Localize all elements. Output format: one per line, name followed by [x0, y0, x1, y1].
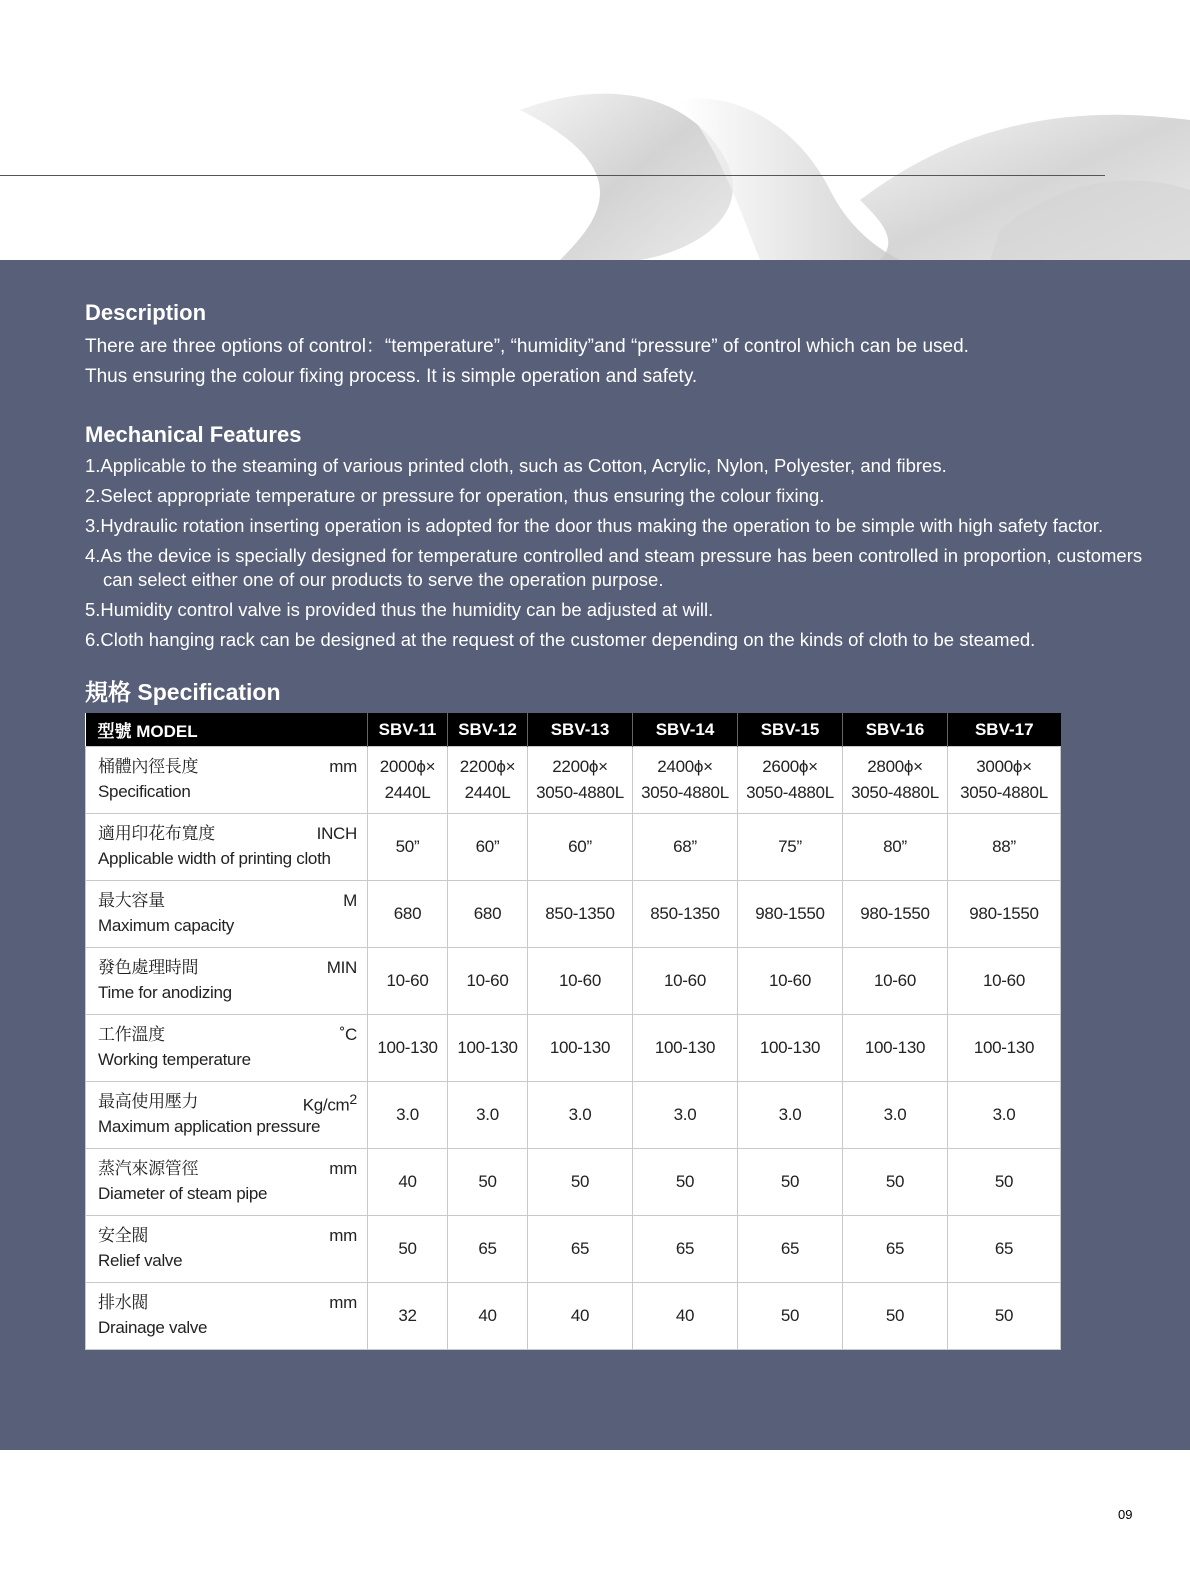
table-cell: 100-130: [948, 1015, 1061, 1082]
table-cell: 980-1550: [843, 881, 948, 948]
row-label-zh: 最大容量: [98, 891, 165, 910]
table-cell: 50: [843, 1149, 948, 1216]
table-cell-line: 2200ϕ×: [552, 757, 608, 776]
page-number: 09: [1118, 1507, 1133, 1522]
row-label: [86, 948, 368, 1015]
table-cell: 100-130: [368, 1015, 448, 1082]
table-cell-line: 3050-4880L: [960, 783, 1048, 802]
table-cell: [633, 747, 738, 814]
spec-header-row: [86, 713, 1061, 747]
table-cell-line: 3050-4880L: [536, 783, 624, 802]
table-cell: 3.0: [948, 1082, 1061, 1149]
row-label-en: Relief valve: [98, 1251, 183, 1270]
table-cell: 65: [448, 1216, 528, 1283]
table-cell: 980-1550: [948, 881, 1061, 948]
row-label-zh: 適用印花布寬度: [98, 824, 215, 843]
row-label-en: Maximum application pressure: [98, 1117, 321, 1136]
table-cell: 3.0: [738, 1082, 843, 1149]
table-cell-line: 2800ϕ×: [867, 757, 923, 776]
table-cell: 88”: [948, 814, 1061, 881]
table-cell-line: 3050-4880L: [641, 783, 729, 802]
row-label: [86, 1149, 368, 1216]
table-cell: 100-130: [448, 1015, 528, 1082]
model-header-cell: SBV-13: [528, 713, 633, 747]
row-label: [86, 1283, 368, 1350]
row-unit: mm: [329, 1159, 357, 1178]
table-cell: 50: [948, 1283, 1061, 1350]
spec-body: [86, 747, 1061, 1350]
table-row: [86, 747, 1061, 814]
features-heading: Mechanical Features: [85, 422, 302, 447]
row-unit: mm: [329, 757, 357, 776]
table-cell: 50: [843, 1283, 948, 1350]
table-cell: 65: [843, 1216, 948, 1283]
unit-superscript: 2: [349, 1092, 357, 1108]
main-content: [85, 300, 1145, 1350]
table-cell: 3.0: [633, 1082, 738, 1149]
table-row: [86, 1015, 1061, 1082]
table-cell: 3.0: [528, 1082, 633, 1149]
table-cell: [738, 747, 843, 814]
table-cell-line: 3050-4880L: [746, 783, 834, 802]
row-label: [86, 881, 368, 948]
feature-item-5: 5.Humidity control valve is provided thus the humidity can be adjusted at will.: [85, 599, 714, 620]
row-label-en: Drainage valve: [98, 1318, 208, 1337]
row-unit: MIN: [326, 958, 357, 977]
table-cell-line: 2200ϕ×: [459, 757, 516, 776]
table-cell: 3.0: [448, 1082, 528, 1149]
row-label-zh: 工作溫度: [98, 1025, 165, 1044]
table-row: [86, 1216, 1061, 1283]
table-cell: 50: [738, 1283, 843, 1350]
table-cell-line: 2600ϕ×: [762, 757, 818, 776]
row-label-en: Diameter of steam pipe: [98, 1184, 268, 1203]
table-cell: 10-60: [738, 948, 843, 1015]
table-cell: 65: [738, 1216, 843, 1283]
table-cell: 850-1350: [528, 881, 633, 948]
model-header-cell: SBV-11: [368, 713, 448, 747]
table-cell: 10-60: [633, 948, 738, 1015]
table-cell: 50: [368, 1216, 448, 1283]
table-cell: 68”: [633, 814, 738, 881]
row-unit: $Kg/cm^2$: [302, 1092, 357, 1115]
table-cell-line: 2000ϕ×: [379, 757, 436, 776]
table-cell-line: 3000ϕ×: [976, 757, 1032, 776]
table-row: [86, 1283, 1061, 1350]
table-row: [86, 881, 1061, 948]
table-cell: 10-60: [843, 948, 948, 1015]
table-cell: 60”: [528, 814, 633, 881]
row-label-zh: 安全閥: [98, 1226, 149, 1245]
model-header: 型號 MODEL: [86, 713, 368, 747]
row-label-en: Maximum capacity: [98, 916, 234, 935]
table-cell: [528, 747, 633, 814]
table-cell: 100-130: [528, 1015, 633, 1082]
table-cell-line: 2440L: [464, 783, 511, 802]
row-label-zh: 蒸汽來源管徑: [98, 1159, 199, 1178]
row-unit: INCH: [316, 824, 357, 843]
table-cell: 40: [528, 1283, 633, 1350]
decorative-fabric-image: [0, 0, 1190, 260]
row-unit: M: [343, 891, 357, 910]
row-label-zh: 桶體內徑長度: [98, 757, 199, 776]
row-label: [86, 1216, 368, 1283]
feature-item-2: 2.Select appropriate temperature or pressure for operation, thus ensuring the colour fixing.: [85, 485, 825, 506]
table-cell: 40: [368, 1149, 448, 1216]
row-label: [86, 814, 368, 881]
feature-item-3: 3.Hydraulic rotation inserting operation is adopted for the door thus making the operation to be simple with high safety factor.: [85, 515, 1104, 536]
row-label: [86, 747, 368, 814]
table-cell: 100-130: [633, 1015, 738, 1082]
row-label: [86, 1082, 368, 1149]
model-header-cell: SBV-17: [948, 713, 1061, 747]
features-list: [85, 454, 1145, 652]
table-cell: 80”: [843, 814, 948, 881]
table-cell: 3.0: [368, 1082, 448, 1149]
table-cell-line: 2440L: [384, 783, 431, 802]
table-cell: 50: [633, 1149, 738, 1216]
table-cell: 50: [448, 1149, 528, 1216]
row-unit: ˚C: [339, 1025, 357, 1044]
table-cell: 50: [948, 1149, 1061, 1216]
table-cell: 65: [528, 1216, 633, 1283]
table-cell: [948, 747, 1061, 814]
row-label-zh: 發色處理時間: [98, 958, 199, 977]
description-line-1: There are three options of control：“temperature”, “humidity”and “pressure” of control which can be used.: [85, 336, 969, 357]
table-row: [86, 814, 1061, 881]
table-cell: 3.0: [843, 1082, 948, 1149]
table-cell: 60”: [448, 814, 528, 881]
table-row: [86, 1082, 1061, 1149]
row-label: [86, 1015, 368, 1082]
table-cell: 680: [448, 881, 528, 948]
row-label-en: Specification: [98, 782, 191, 801]
table-cell: 40: [633, 1283, 738, 1350]
row-unit: mm: [329, 1226, 357, 1245]
feature-item-1: 1.Applicable to the steaming of various printed cloth, such as Cotton, Acrylic, Nylon, Polyester, and fibres.: [85, 455, 947, 476]
table-cell: 65: [633, 1216, 738, 1283]
table-cell: 10-60: [528, 948, 633, 1015]
table-cell: 75”: [738, 814, 843, 881]
table-cell-line: 2400ϕ×: [657, 757, 713, 776]
table-cell: 10-60: [948, 948, 1061, 1015]
row-label-en: Time for anodizing: [98, 983, 232, 1002]
table-cell-line: 3050-4880L: [851, 783, 939, 802]
feature-item-4: 4.As the device is specially designed for temperature controlled and steam pressure has been controlled in proportion, customers can select either one of our products to serve the operation purpose.: [85, 545, 1143, 590]
table-cell: [843, 747, 948, 814]
feature-item-6: 6.Cloth hanging rack can be designed at the request of the customer depending on the kinds of cloth to be steamed.: [85, 629, 1036, 650]
model-header-cell: SBV-14: [633, 713, 738, 747]
table-row: [86, 948, 1061, 1015]
table-cell: 40: [448, 1283, 528, 1350]
description-heading: Description: [85, 300, 207, 325]
table-cell: 100-130: [738, 1015, 843, 1082]
table-cell: 980-1550: [738, 881, 843, 948]
table-cell: 10-60: [368, 948, 448, 1015]
model-header-cell: SBV-15: [738, 713, 843, 747]
table-cell: 50: [738, 1149, 843, 1216]
table-cell: [448, 747, 528, 814]
row-label-en: Applicable width of printing cloth: [98, 849, 331, 868]
row-label-zh: 排水閥: [98, 1293, 149, 1312]
row-label-en: Working temperature: [98, 1050, 251, 1069]
table-cell: 50”: [368, 814, 448, 881]
top-divider-line: [0, 175, 1105, 176]
table-row: [86, 1149, 1061, 1216]
spec-table: [85, 713, 1061, 1350]
table-cell: 32: [368, 1283, 448, 1350]
table-cell: [368, 747, 448, 814]
table-cell: 65: [948, 1216, 1061, 1283]
description-line-2: Thus ensuring the colour fixing process. It is simple operation and safety.: [85, 366, 698, 387]
row-label-zh: 最高使用壓力: [98, 1092, 199, 1111]
row-unit: mm: [329, 1293, 357, 1312]
table-cell: 100-130: [843, 1015, 948, 1082]
model-header-cell: SBV-16: [843, 713, 948, 747]
model-header-cell: SBV-12: [448, 713, 528, 747]
table-cell: 10-60: [448, 948, 528, 1015]
spec-title: 規格 Specification: [85, 679, 281, 705]
table-cell: 850-1350: [633, 881, 738, 948]
table-cell: 50: [528, 1149, 633, 1216]
table-cell: 680: [368, 881, 448, 948]
